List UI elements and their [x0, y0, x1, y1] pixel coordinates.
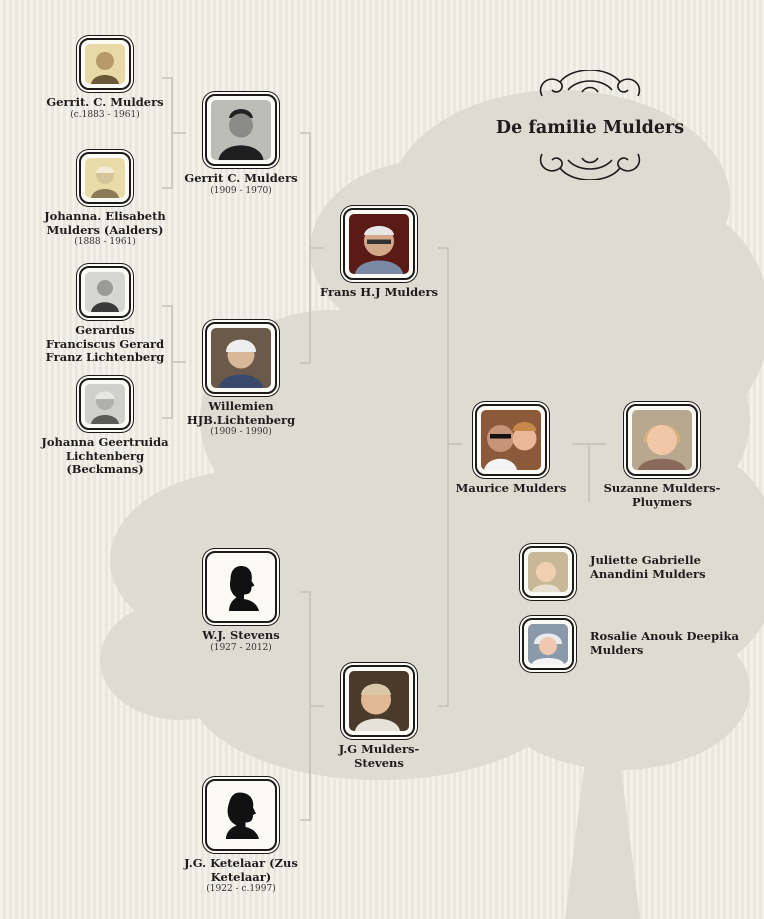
person-name: J.G Mulders-Stevens [338, 742, 420, 770]
person-johanna-elisabeth[interactable] [40, 152, 170, 248]
portrait-frame [522, 618, 574, 670]
swirl-ornament-bottom-icon [538, 150, 642, 180]
portrait-frame [79, 378, 131, 430]
person-name: Johanna. Elisabeth Mulders (Aalders) [44, 209, 166, 237]
person-name: Frans H.J Mulders [320, 285, 438, 299]
portrait-frame [79, 38, 131, 90]
person-gerardus-franciscus[interactable] [40, 266, 170, 365]
person-name: Johanna Geertruida Lichtenberg (Beckmans) [41, 435, 169, 476]
person-name: W.J. Stevens [202, 628, 280, 642]
portrait-photo [632, 410, 692, 470]
person-rosalie[interactable] [522, 618, 762, 674]
person-dates: (1909 - 1990) [210, 427, 272, 437]
person-name: Maurice Mulders [455, 481, 567, 495]
person-name: Gerrit. C. Mulders [46, 95, 164, 109]
portrait-frame [79, 266, 131, 318]
person-dates: (1927 - 2012) [210, 642, 272, 653]
silhouette-profile-icon [211, 557, 271, 617]
person-dates: (c.1883 - 1961) [70, 109, 140, 120]
portrait-frame [205, 779, 277, 851]
person-name: Gerrit C. Mulders [184, 171, 298, 185]
portrait-photo [85, 44, 125, 84]
person-dates: (1909 - 1970) [210, 185, 272, 196]
portrait-photo [211, 328, 271, 388]
portrait-frame [626, 404, 698, 476]
portrait-photo [85, 158, 125, 198]
person-jg-mulders-stevens[interactable] [314, 665, 444, 770]
portrait-frame [205, 94, 277, 166]
portrait-photo [85, 272, 125, 312]
person-name: Juliette Gabrielle Anandini Mulders [590, 553, 706, 581]
person-name: Gerardus Franciscus Gerard Franz Lichtenberg [45, 323, 165, 364]
person-dates: (1888 - 1961) [74, 237, 136, 247]
person-suzanne[interactable] [597, 404, 727, 509]
person-johanna-geertruida[interactable] [40, 378, 170, 477]
person-name: J.G. Ketelaar (Zus Ketelaar) [184, 856, 298, 884]
person-willemien[interactable] [176, 322, 306, 438]
person-frans[interactable] [314, 208, 444, 300]
person-maurice[interactable] [446, 404, 576, 496]
person-gerrit-c-mulders[interactable] [176, 94, 306, 197]
portrait-photo [528, 552, 568, 592]
person-jg-ketelaar[interactable] [176, 779, 306, 895]
portrait-photo [85, 384, 125, 424]
portrait-photo [349, 214, 409, 274]
person-dates: (1922 - c.1997) [206, 884, 276, 894]
portrait-photo [211, 100, 271, 160]
person-juliette[interactable] [522, 546, 762, 602]
swirl-ornament-top-icon [538, 70, 642, 100]
person-wj-stevens[interactable] [176, 551, 306, 654]
person-name: Suzanne Mulders-Pluymers [603, 481, 721, 509]
portrait-frame [475, 404, 547, 476]
silhouette-profile-icon [211, 785, 271, 845]
portrait-frame [205, 551, 277, 623]
person-gerrit-c-mulders-sr[interactable] [40, 38, 170, 121]
portrait-frame [79, 152, 131, 204]
portrait-photo [481, 410, 541, 470]
portrait-photo [349, 671, 409, 731]
portrait-photo [528, 624, 568, 664]
page-title: De familie Mulders [495, 118, 685, 138]
portrait-frame [205, 322, 277, 394]
portrait-frame [522, 546, 574, 598]
person-name: Rosalie Anouk Deepika Mulders [590, 629, 739, 657]
portrait-frame [343, 208, 415, 280]
person-name: Willemien HJB.Lichtenberg [186, 399, 296, 427]
portrait-frame [343, 665, 415, 737]
title-block [490, 70, 690, 185]
